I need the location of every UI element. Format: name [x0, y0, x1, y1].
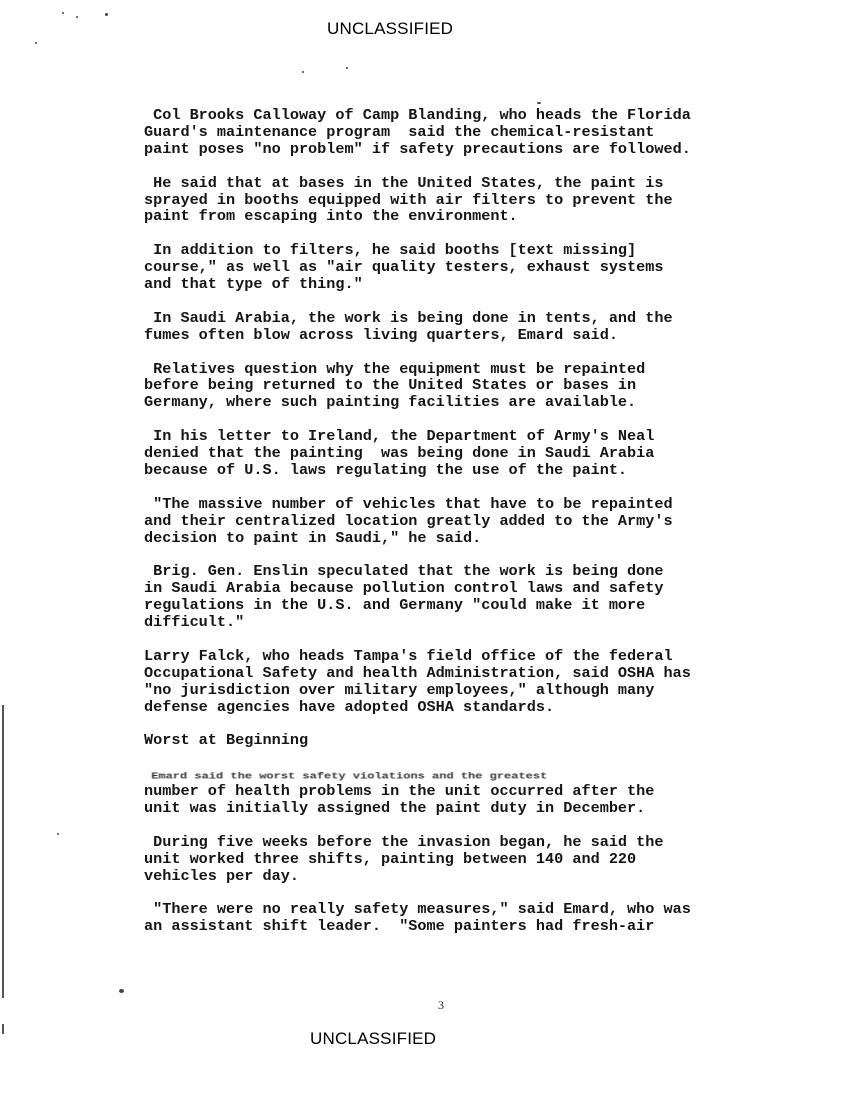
section-subheading: Worst at Beginning — [144, 731, 309, 750]
paragraph-continuation: number of health problems in the unit occurred after the unit was initially assigned the paint duty in December. — [144, 782, 655, 817]
paragraph: Relatives question why the equipment must be repainted before being returned to the United States or bases in Germany, where such painting facilities are available. — [144, 359, 646, 412]
paragraph: Larry Falck, who heads Tampa's field office of the federal Occupational Safety and health Administration, said OSHA has "no jurisdiction over military employees," although many defense agencies have adopted OSHA standards. — [144, 646, 691, 716]
paragraph: In Saudi Arabia, the work is being done in tents, and the fumes often blow across living quarters, Emard said. — [144, 308, 673, 344]
smudged-text-line: Emard said the worst safety violations and the greatest — [144, 771, 548, 782]
paragraph: He said that at bases in the United States, the paint is sprayed in booths equipped with air filters to prevent the paint from escaping into the environment. — [144, 173, 673, 226]
scan-speck — [35, 42, 37, 44]
paragraph: Brig. Gen. Enslin speculated that the work is being done in Saudi Arabia because pollution control laws and safety regulations in the U.S. and Germany "could make it more difficult." — [144, 562, 664, 632]
scan-speck — [119, 989, 124, 993]
paragraph: In addition to filters, he said booths [text missing] course," as well as "air quality testers, exhaust systems and that type of thing." — [144, 241, 664, 294]
scan-speck — [76, 16, 78, 18]
scan-speck — [302, 71, 304, 73]
paragraph: During five weeks before the invasion began, he said the unit worked three shifts, painting between 140 and 220 vehicles per day. — [144, 832, 664, 885]
scan-speck — [346, 67, 348, 69]
classification-marking-bottom: UNCLASSIFIED — [310, 1029, 437, 1048]
scan-speck — [62, 12, 64, 14]
scan-speck — [537, 102, 541, 104]
paragraph: Col Brooks Calloway of Camp Blanding, who heads the Florida Guard's maintenance program said the chemical-resistant paint poses "no problem" if safety precautions are followed. — [144, 106, 691, 158]
paragraph: "There were no really safety measures," said Emard, who was an assistant shift leader. "Some painters had fresh-air — [144, 900, 691, 936]
paragraph-partially-obscured — [144, 766, 784, 817]
page-number: 3 — [438, 998, 444, 1012]
scan-margin-line — [2, 705, 4, 998]
classification-marking-top: UNCLASSIFIED — [327, 19, 454, 38]
document-body — [144, 107, 784, 952]
scan-speck — [105, 13, 108, 16]
scan-speck — [57, 833, 59, 835]
scan-margin-line — [2, 1024, 4, 1034]
paragraph: In his letter to Ireland, the Department of Army's Neal denied that the painting was being done in Saudi Arabia because of U.S. laws regulating the use of the paint. — [144, 427, 655, 479]
paragraph: "The massive number of vehicles that have to be repainted and their centralized location greatly added to the Army's decision to paint in Saudi," he said. — [144, 494, 673, 547]
